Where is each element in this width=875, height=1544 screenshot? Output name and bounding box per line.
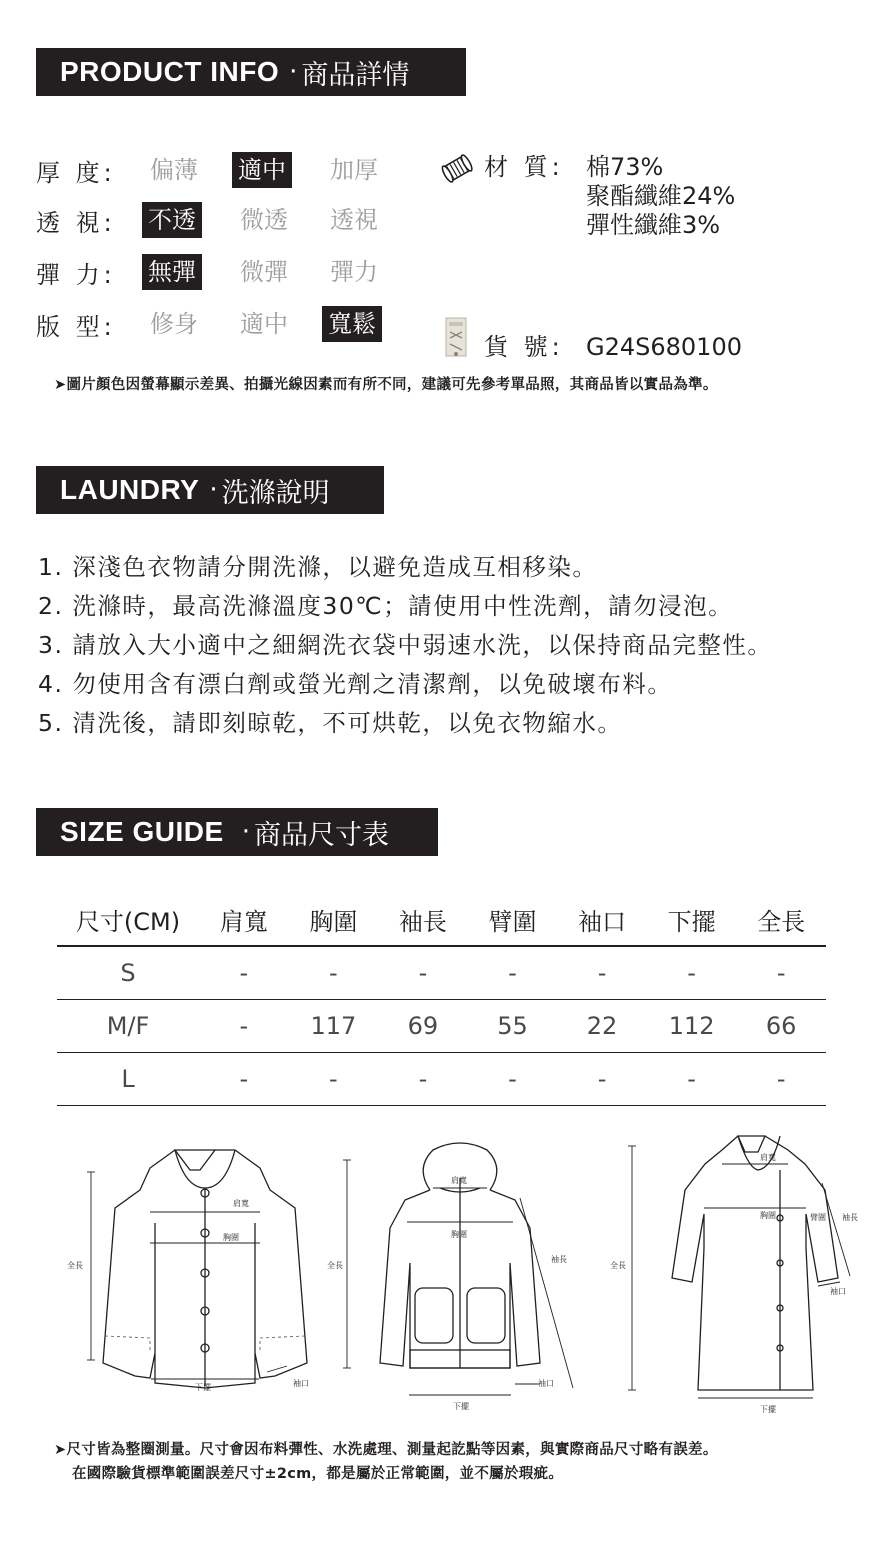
size-table-header-cell: 尺寸(CM) [57,893,199,946]
attribute-label: 透 視: [36,208,116,237]
size-guide-title-en: SIZE GUIDE [60,816,224,847]
attribute-option-selected: 不透 [142,202,202,238]
item-number: G24S680100 [586,333,742,361]
product-info-title-zh: 商品詳情 [301,59,410,91]
diagram-label-cuff: 袖口 [293,1379,309,1388]
laundry-item: 3. 請放入大小適中之細網洗衣袋中弱速水洗，以保持商品完整性。 [38,631,773,659]
diagram-label-chest: 胸圍 [223,1233,239,1242]
size-table [57,893,826,1106]
size-value-cell: 112 [647,1000,737,1053]
diagram-label-sleeve: 袖長 [551,1255,567,1264]
clothing-tag-icon [442,316,474,364]
size-table-header-cell: 下擺 [647,893,737,946]
size-value-cell: - [647,1053,737,1106]
size-value-cell: - [736,946,826,1000]
size-table-header-cell: 臂圍 [468,893,558,946]
size-value-cell: - [557,946,647,1000]
laundry-item: 4. 勿使用含有漂白劑或螢光劑之清潔劑，以免破壞布料。 [38,670,673,698]
laundry-title-zh: 洗滌說明 [221,477,330,509]
attribute-option-selected: 寬鬆 [322,306,382,342]
size-value-cell: 22 [557,1000,647,1053]
size-table-header-cell: 肩寬 [199,893,289,946]
diagram-label-cuff: 袖口 [538,1379,554,1388]
laundry-title-en: LAUNDRY [60,474,200,505]
product-info-title-en: PRODUCT INFO [60,56,280,87]
material-item: 棉73% [586,153,664,181]
size-value-cell: - [468,946,558,1000]
laundry-item: 1. 深淺色衣物請分開洗滌，以避免造成互相移染。 [38,553,598,581]
diagram-label-hem: 下擺 [195,1383,211,1392]
diagram-label-sleeve: 袖長 [842,1213,858,1222]
diagram-label-shoulder: 肩寬 [451,1176,467,1185]
size-note-line1: ➤尺寸皆為整圈測量。尺寸會因布料彈性、水洗處理、測量起訖點等因素，與實際商品尺寸略有誤差。 [54,1442,718,1458]
material-item: 聚酯纖維24% [586,182,736,210]
table-row [57,946,826,1000]
jacket-diagram [67,1150,309,1392]
attribute-option: 微透 [240,206,288,234]
size-value-cell: - [289,1053,379,1106]
diagram-label-arm: 臂圍 [810,1213,826,1222]
attribute-option: 透視 [330,206,378,234]
material-label: 材 質: [484,153,564,181]
size-value-cell: - [199,1053,289,1106]
size-value-cell: - [199,946,289,1000]
item-number-label: 貨 號: [484,333,564,361]
size-guide-title-zh: 商品尺寸表 [253,819,389,851]
long-coat-diagram [610,1136,858,1414]
attribute-row [36,304,148,344]
attribute-option: 修身 [150,310,198,338]
diagram-label-cuff: 袖口 [830,1287,846,1296]
size-table-body [57,946,826,1106]
diagram-label-shoulder: 肩寬 [233,1199,249,1208]
diagram-label-hem: 下擺 [453,1402,469,1411]
attribute-option-selected: 適中 [232,152,292,188]
attribute-row [36,150,148,190]
attribute-label: 版 型: [36,312,116,341]
size-value-cell: - [289,946,379,1000]
product-info-header [36,48,466,96]
size-value-cell: - [468,1053,558,1106]
diagram-label-length: 全長 [67,1261,83,1270]
size-table-header-cell: 袖口 [557,893,647,946]
size-name-cell: S [57,946,199,1000]
table-row [57,1000,826,1053]
attribute-option: 偏薄 [150,156,198,184]
size-value-cell: 55 [468,1000,558,1053]
diagram-label-chest: 胸圍 [760,1211,776,1220]
size-note-line2: 在國際驗貨標準範圍誤差尺寸±2cm，都是屬於正常範圍，並不屬於瑕疵。 [72,1466,564,1482]
garment-diagrams [55,1128,858,1428]
hoodie-diagram [327,1143,573,1411]
attribute-row [36,200,148,240]
material-item: 彈性纖維3% [586,211,721,239]
size-table-header-cell: 袖長 [378,893,468,946]
size-table-header-row [57,893,826,946]
attribute-label: 彈 力: [36,260,116,289]
yarn-spool-icon [438,150,478,190]
size-table-header-cell: 胸圍 [289,893,379,946]
size-value-cell: - [647,946,737,1000]
attribute-option: 適中 [240,310,288,338]
size-name-cell: L [57,1053,199,1106]
size-table-header-cell: 全長 [736,893,826,946]
size-guide-header [36,808,438,856]
size-value-cell: 69 [378,1000,468,1053]
size-name-cell: M/F [57,1000,199,1053]
attribute-option: 加厚 [330,156,378,184]
size-value-cell: - [378,946,468,1000]
attribute-option-selected: 無彈 [142,254,202,290]
diagram-label-shoulder: 肩寬 [760,1153,776,1162]
title-separator-dot: · [289,57,298,87]
attribute-row [36,252,148,292]
diagram-label-length: 全長 [610,1261,626,1270]
laundry-header [36,466,384,514]
size-value-cell: - [199,1000,289,1053]
attribute-option: 微彈 [240,258,288,286]
size-value-cell: - [557,1053,647,1106]
attribute-label: 厚 度: [36,158,116,187]
color-disclaimer: ➤圖片顏色因螢幕顯示差異、拍攝光線因素而有所不同，建議可先參考單品照，其商品皆以實品為準。 [54,377,718,393]
laundry-item: 2. 洗滌時，最高洗滌溫度30℃；請使用中性洗劑，請勿浸泡。 [38,592,734,620]
title-separator-dot: · [241,817,250,847]
diagram-label-length: 全長 [327,1261,343,1270]
diagram-label-hem: 下擺 [760,1405,776,1414]
table-row [57,1053,826,1106]
size-value-cell: 66 [736,1000,826,1053]
size-value-cell: - [378,1053,468,1106]
attribute-option: 彈力 [330,258,378,286]
laundry-item: 5. 清洗後，請即刻晾乾，不可烘乾，以免衣物縮水。 [38,709,623,737]
size-value-cell: 117 [289,1000,379,1053]
title-separator-dot: · [209,475,218,505]
size-value-cell: - [736,1053,826,1106]
diagram-label-chest: 胸圍 [451,1230,467,1239]
